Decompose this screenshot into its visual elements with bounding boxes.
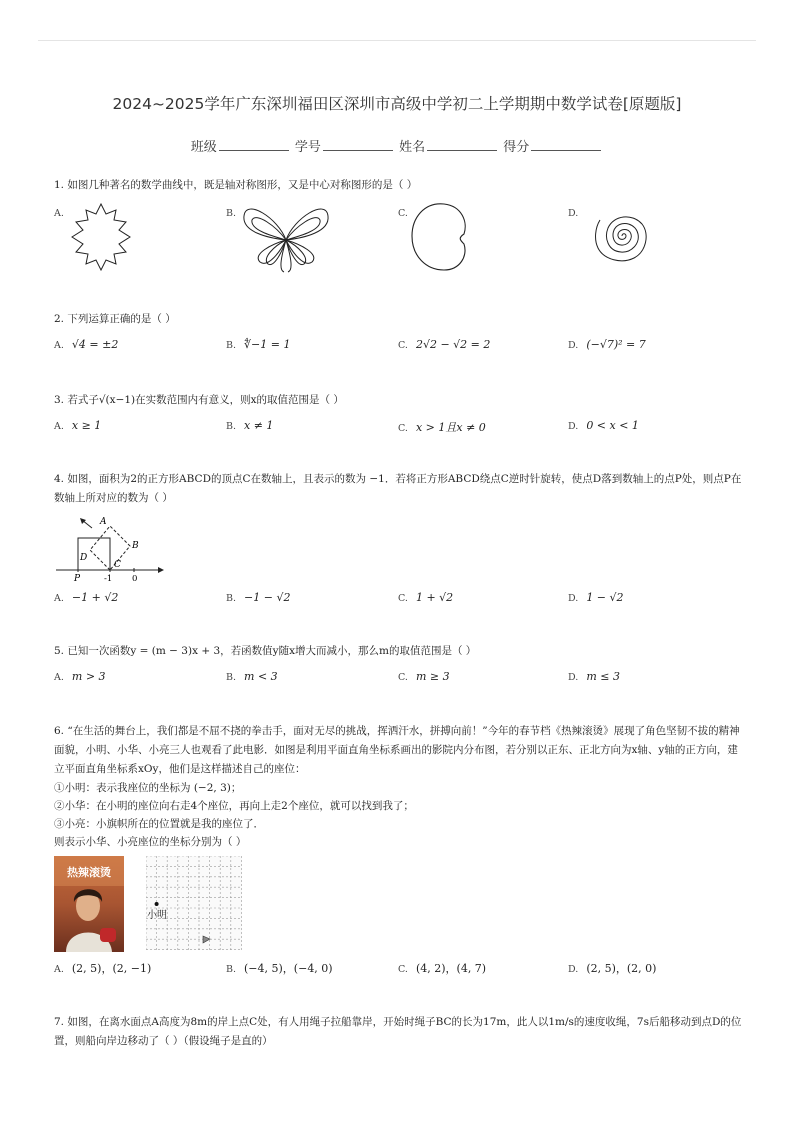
option-d: D. m ≤ 3 — [568, 670, 620, 683]
score-label: 得分 — [503, 140, 530, 155]
score-blank — [531, 138, 601, 151]
option-b-label: B. — [226, 208, 237, 219]
option-c: C. 2√2 − √2 = 2 — [398, 338, 491, 351]
option-b: B. −1 − √2 — [226, 591, 291, 604]
question-6-line-3: ③小亮：小旗帜所在的位置就是我的座位了． — [54, 818, 264, 830]
point-c-label: C — [114, 560, 121, 570]
option-a-label: A. — [54, 208, 64, 219]
question-4-stem: 4. 如图，面积为2的正方形ABCD的顶点C在数轴上，且表示的数为 −1．若将正方形ABCD绕点C逆时针旋转，使点D落到数轴上的点P处，则点P在数轴上所对应的数为（ ） — [54, 473, 742, 504]
option-b: B. x ≠ 1 — [226, 419, 274, 432]
point-b-label: B — [132, 541, 139, 551]
question-5-options — [54, 670, 754, 692]
class-label: 班级 — [190, 140, 217, 155]
option-b: B. ∜−1 = 1 — [226, 338, 291, 351]
xiaoming-label: 小明 — [147, 910, 167, 921]
option-a: A. −1 + √2 — [54, 591, 119, 604]
question-6-line-4: 则表示小华、小亮座位的坐标分别为（ ） — [54, 836, 247, 848]
point-p-label: P — [74, 574, 81, 584]
option-c: C. m ≥ 3 — [398, 670, 450, 683]
name-blank — [427, 138, 497, 151]
question-4-options — [54, 591, 754, 613]
student-info-row — [0, 136, 794, 155]
student-id-blank — [323, 138, 393, 151]
question-1-stem: 1. 如图几种著名的数学曲线中，既是轴对称图形，又是中心对称图形的是（ ） — [54, 179, 418, 191]
name-label: 姓名 — [399, 140, 426, 155]
option-d: D. (2, 5)，(2, 0) — [568, 962, 657, 975]
option-d: D. 1 − √2 — [568, 591, 624, 604]
question-5-stem: 5. 已知一次函数y = (m − 3)x + 3，若函数值y随x增大而减小，那么m的取值范围是（ ） — [54, 645, 477, 657]
question-2-stem: 2. 下列运算正确的是（ ） — [54, 313, 176, 325]
question-3-options — [54, 419, 754, 441]
question-6-line-1: ①小明：表示我座位的坐标为 (−2, 3)； — [54, 782, 242, 794]
option-a: A. √4 = ±2 — [54, 338, 119, 351]
option-a: A. x ≥ 1 — [54, 419, 102, 432]
question-3-stem: 3. 若式子√(x−1)在实数范围内有意义，则x的取值范围是（ ） — [54, 394, 344, 406]
tick-zero-label: 0 — [132, 574, 138, 584]
question-6-stem: 6. “在生活的舞台上，我们都是不屈不挠的拳击手，面对无尽的挑战，挥洒汗水，拼搏向前！”今年的春节档《热辣滚烫》展现了角色坚韧不拔的精神面貌，小明、小华、小亮三人也观看了此电影．如图是利用平面直角坐标系画出的影院内分布图，若分别以正东、正北方向为x轴、y轴的正方向，建立平面直角坐标系xOy，他们是这样描述自己的座位： — [54, 725, 740, 775]
question-6-options — [54, 960, 754, 982]
option-c: C. (4, 2)，(4, 7) — [398, 962, 487, 975]
class-blank — [219, 138, 289, 151]
option-c-label: C. — [398, 208, 408, 219]
student-id-label: 学号 — [294, 140, 321, 155]
spiral-figure — [586, 198, 658, 274]
koch-snowflake-figure — [64, 200, 138, 274]
poster-title: 热辣滚烫 — [67, 866, 111, 879]
cardioid-figure — [408, 200, 472, 274]
question-6-line-2: ②小华：在小明的座位向右走4个座位，再向上走2个座位，就可以找到我了； — [54, 800, 414, 812]
option-d-label: D. — [568, 208, 579, 219]
option-d: D. (−√7)² = 7 — [568, 338, 646, 351]
option-a: A. m > 3 — [54, 670, 106, 683]
option-c: C. 1 + √2 — [398, 591, 454, 604]
tick-minus-one-label: -1 — [104, 574, 113, 584]
rotated-square-number-line-figure — [54, 512, 164, 584]
question-2-options — [54, 338, 754, 360]
cinema-seat-grid — [146, 856, 244, 952]
option-c: C. x > 1且x ≠ 0 — [398, 421, 486, 434]
page-top-rule — [38, 40, 756, 41]
xiaoming-seat-dot — [155, 902, 159, 906]
question-7-stem: 7. 如图，在离水面点A高度为8m的岸上点C处，有人用绳子拉船靠岸，开始时绳子BC的长为17m，此人以1m/s的速度收绳，7s后船移动到点D的位置，则船向岸边移动了（ ）（假设绳子是直的） — [54, 1016, 742, 1047]
option-b: B. (−4, 5)，(−4, 0) — [226, 962, 333, 975]
movie-poster-image — [54, 856, 124, 952]
option-b: B. m < 3 — [226, 670, 278, 683]
butterfly-curve-figure — [238, 198, 334, 274]
option-d: D. 0 < x < 1 — [568, 419, 639, 432]
page-title: 2024~2025学年广东深圳福田区深圳市高级中学初二上学期期中数学试卷[原题版] — [112, 95, 682, 113]
point-a-label: A — [100, 517, 107, 527]
point-d-label: D — [80, 553, 88, 563]
option-a: A. (2, 5)，(2, −1) — [54, 962, 152, 975]
